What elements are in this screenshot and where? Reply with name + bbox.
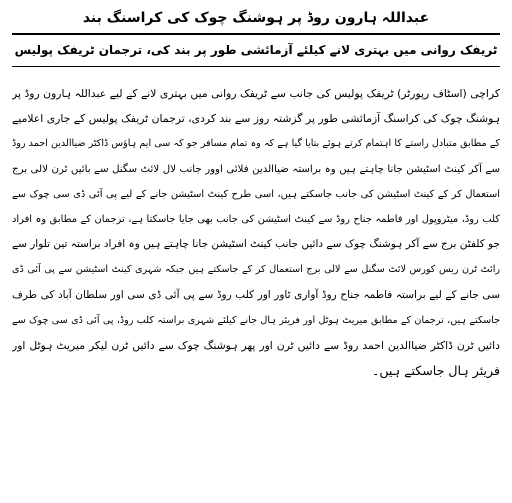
body-line: دائیں ٹرن ڈاکٹر ضیاالدین احمد روڈ سے دائیں ٹرن اور پھر ہوشنگ چوک سے دائیں ٹرن لیکر میریٹ ہوٹل اور — [12, 338, 500, 352]
body-line: جاسکتے ہیں، ترجمان کے مطابق میریٹ ہوٹل اور فریئر ہال جانے کیلئے شہری براستہ کلب روڈ، پی آئی ڈی سی چوک سے — [12, 314, 500, 326]
body-line: کراچی (اسٹاف رپورٹر) ٹریفک پولیس کی جانب سے ٹریفک روانی میں بہتری لانے کے لیے عبداللہ ہارون روڈ پر — [12, 87, 500, 100]
body-line: کے مطابق متبادل راستے کا اہتمام کرتے ہوئے بتایا گیا ہے کہ وہ تمام مسافر جو کہ سی ایم ہاؤس ڈاکٹر ضیاالدین احمد روڈ — [12, 138, 500, 150]
subheadline: ٹریفک روانی میں بہتری لانے کیلئے آزمائشی طور پر بند کی، ترجمان ٹریفک پولیس — [14, 43, 498, 57]
body-line: سے آکر کینٹ اسٹیشن جانا چاہتے ہیں وہ براستہ ضیاالدین فلائی اوور جانب لال لائٹ سگنل سے بائیں ٹرن لالی برج — [12, 163, 500, 175]
body-line: جو کلفٹن برج سے آکر ہوشنگ چوک سے دائیں جانب کینٹ اسٹیشن جانا چاہتے ہیں وہ افراد براستہ تین تلوار سے — [12, 238, 500, 251]
body-line: استعمال کر کے کینٹ اسٹیشن کی جانب جاسکتے ہیں، اسی طرح کینٹ اسٹیشن جانے کے لیے پی آئی ڈی سی چوک سے — [12, 188, 500, 200]
body-line: سی جانے کے لیے براستہ فاطمہ جناح روڈ آواری ٹاور اور کلب روڈ سے پی آئی ڈی سی اور سلطان آباد کی طرف — [12, 288, 500, 301]
body-line: کلب روڈ، میٹروپول اور فاطمہ جناح روڈ سے کینٹ اسٹیشن کی جانب بھی جایا جاسکتا ہے، ترجمان کے مطابق وہ افراد — [12, 213, 500, 225]
body-line: رائٹ ٹرن ریس کورس لائٹ سگنل سے لالی برج استعمال کر کے جاسکتے ہیں جبکہ شہری کینٹ اسٹیشن سے پی آئی ڈی — [12, 264, 500, 276]
subheadline-divider — [12, 66, 500, 67]
headline: عبداللہ ہارون روڈ پر ہوشنگ چوک کی کراسنگ بند — [82, 10, 430, 26]
body-line: ہوشنگ چوک کی کراسنگ آزمائشی طور پر گزشتہ روز سے بند کردی، ترجمان ٹریفک پولیس کے جاری اعلامیے — [12, 112, 500, 126]
article-body — [12, 81, 500, 383]
body-line-last: فریئر ہال جاسکتے ہیں۔ — [371, 363, 500, 379]
